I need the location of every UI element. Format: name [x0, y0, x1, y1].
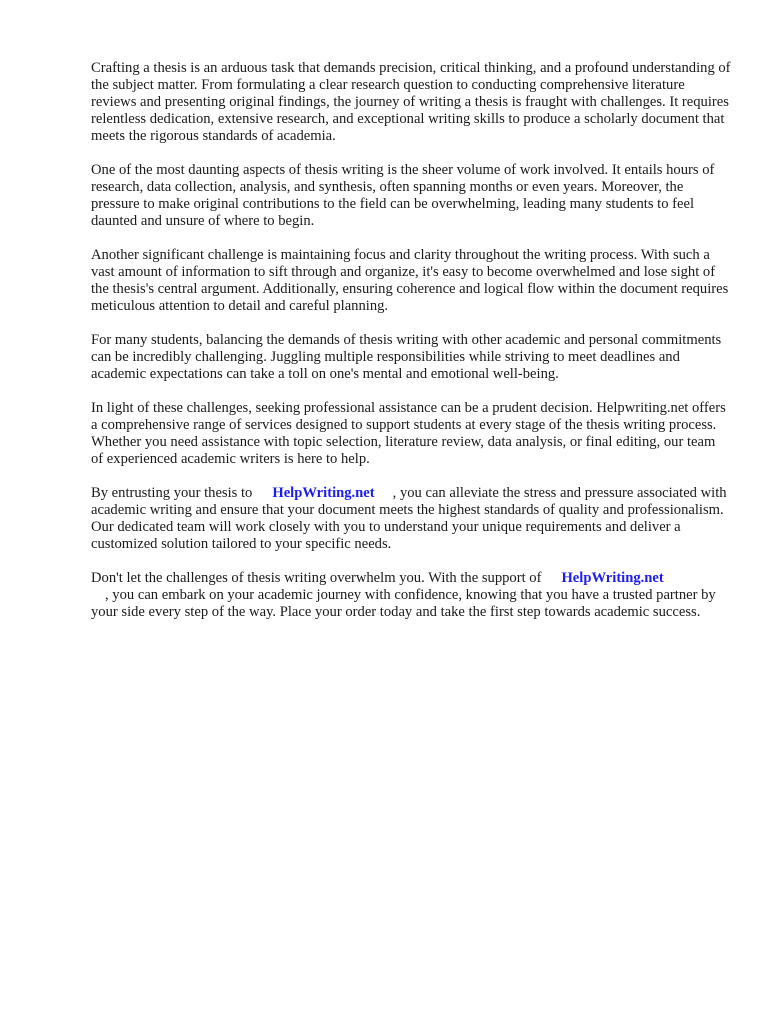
paragraph-entrusting-rest: , you can alleviate the stress and pressure associated with academic writing and ensure that your document meets the highest standards of quality and professionalism. Our dedicated team will work closely with you to understand your unique requirements and deliver a customized solution tailored to your specific needs.	[91, 485, 727, 552]
paragraph-entrusting-lead: By entrusting your thesis to	[91, 485, 253, 501]
helpwriting-link[interactable]: HelpWriting.net	[272, 485, 375, 501]
paragraph-closing-rest: , you can embark on your academic journey with confidence, knowing that you have a trusted partner by your side every step of the way. Place your order today and take the first step towards academic success.	[91, 587, 716, 620]
paragraph-entrusting	[91, 485, 731, 553]
paragraph-volume: One of the most daunting aspects of thesis writing is the sheer volume of work involved. It entails hours of research, data collection, analysis, and synthesis, often spanning months or even years. Moreover, the pressure to make original contributions to the field can be overwhelming, leading many students to feel daunted and unsure of where to begin.	[91, 162, 715, 229]
document-page	[91, 60, 731, 638]
paragraph-closing-lead: Don't let the challenges of thesis writing overwhelm you. With the support of	[91, 570, 542, 586]
paragraph-balance: For many students, balancing the demands of thesis writing with other academic and personal commitments can be incredibly challenging. Juggling multiple responsibilities while striving to meet deadlines and academic expectations can take a toll on one's mental and emotional well-being.	[91, 332, 722, 382]
paragraph-focus: Another significant challenge is maintaining focus and clarity throughout the writing process. With such a vast amount of information to sift through and organize, it's easy to become overwhelmed and lose sight of the thesis's central argument. Additionally, ensuring coherence and logical flow within the document requires meticulous attention to detail and careful planning.	[91, 247, 729, 314]
paragraph-closing	[91, 570, 731, 621]
paragraph-intro: Crafting a thesis is an arduous task that demands precision, critical thinking, and a profound understanding of the subject matter. From formulating a clear research question to conducting comprehensive literature reviews and presenting original findings, the journey of writing a thesis is fraught with challenges. It requires relentless dedication, extensive research, and exceptional writing skills to produce a scholarly document that meets the rigorous standards of academia.	[91, 60, 731, 144]
helpwriting-link-2[interactable]: HelpWriting.net	[561, 570, 664, 586]
paragraph-assistance: In light of these challenges, seeking professional assistance can be a prudent decision. Helpwriting.net offers a comprehensive range of services designed to support students at every stage of the thesis writing process. Whether you need assistance with topic selection, literature review, data analysis, or final editing, our team of experienced academic writers is here to help.	[91, 400, 726, 467]
